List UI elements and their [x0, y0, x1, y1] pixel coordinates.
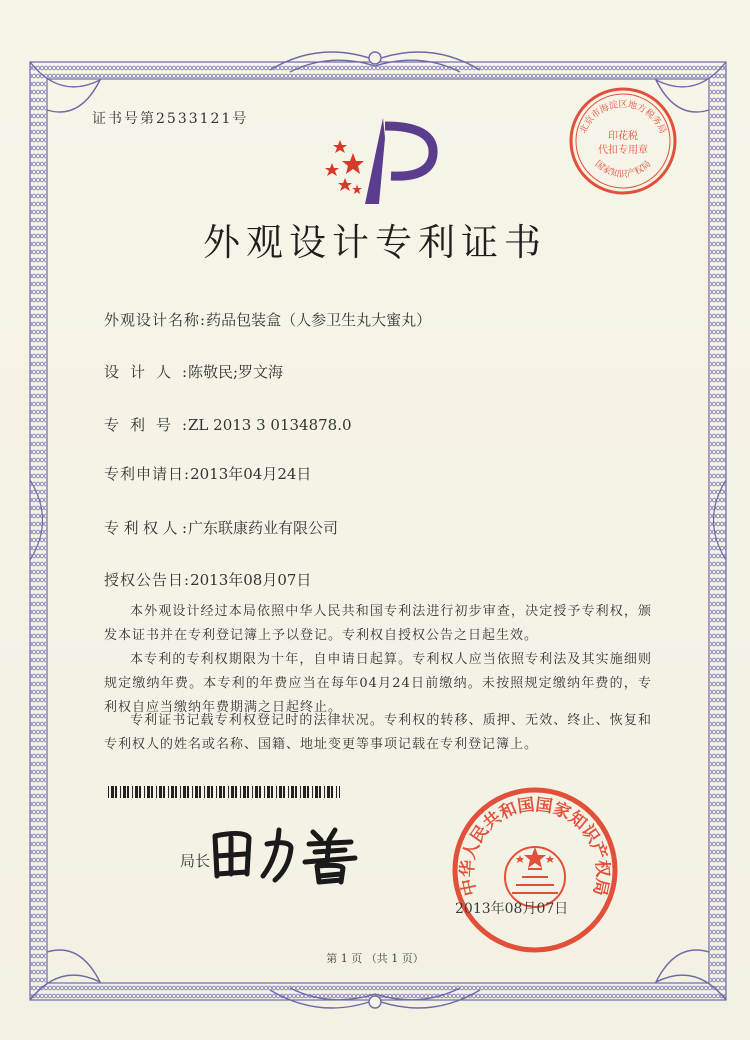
stamp-center-line: 代扣专用章: [598, 145, 648, 156]
field-value: 2013年08月07日: [190, 571, 312, 589]
svg-text:国家知识产权局: [593, 159, 654, 180]
stamp-bottom-text: 国家知识产权局: [592, 159, 654, 180]
body-paragraph: 本专利的专利权期限为十年，自申请日起算。专利权人应当依照专利法及其实施细则规定缴纳年费。本专利的年费应当在每年04月24日前缴纳。未按照规定缴纳年费的，专利权自应当缴纳年费期满之日起终止。: [104, 652, 652, 715]
field-label: 设计人:: [104, 363, 188, 381]
director-signature: [205, 818, 365, 888]
field-value: 广东联康药业有限公司: [188, 519, 339, 537]
field-label: 专利号:: [104, 416, 188, 434]
stamp-center-line: 印花税: [608, 131, 638, 142]
field-value: ZL 2013 3 0134878.0: [188, 416, 352, 434]
field-label: 授权公告日:: [104, 571, 191, 589]
office-seal: [450, 785, 620, 955]
page-footer: 第 1 页 （共 1 页）: [326, 952, 424, 965]
field-design-name: [104, 309, 431, 330]
stamp-text: 北京市海淀区地方税务局: [578, 100, 668, 136]
seal-date: 2013年08月07日: [455, 901, 569, 917]
field-value: 2013年04月24日: [190, 465, 312, 483]
body-paragraph: 专利证书记载专利权登记时的法律状况。专利权的转移、质押、无效、终止、恢复和专利权人的姓名或名称、国籍、地址变更等事项记载在专利登记簿上。: [104, 713, 652, 752]
barcode: [108, 786, 340, 798]
field-value: 药品包装盒（人参卫生丸大蜜丸）: [206, 311, 432, 329]
patent-office-logo: [305, 118, 445, 208]
field-label: 专利权人:: [104, 519, 188, 537]
field-label: 专利申请日:: [104, 465, 191, 483]
field-value: 陈敬民;罗文海: [188, 363, 284, 381]
body-paragraph: 本外观设计经过本局依照中华人民共和国专利法进行初步审查，决定授予专利权，颁发本证书并在专利登记簿上予以登记。专利权自授权公告之日起生效。: [104, 604, 652, 643]
field-grant-date: [104, 569, 311, 590]
seal-text: 中华人民共和国国家知识产权局: [457, 795, 613, 898]
field-designer: [104, 361, 283, 382]
field-application-date: [104, 463, 311, 484]
certificate-number: 证书号第2533121号: [92, 111, 249, 127]
certificate-title: 外观设计专利证书: [203, 221, 547, 264]
field-patentee: [104, 517, 338, 538]
svg-text:北京市海淀区地方税务局: [577, 98, 669, 135]
field-patent-number: [104, 414, 352, 435]
tax-stamp: [567, 85, 679, 197]
director-label: 局长: [180, 852, 211, 870]
field-label: 外观设计名称:: [104, 311, 207, 329]
